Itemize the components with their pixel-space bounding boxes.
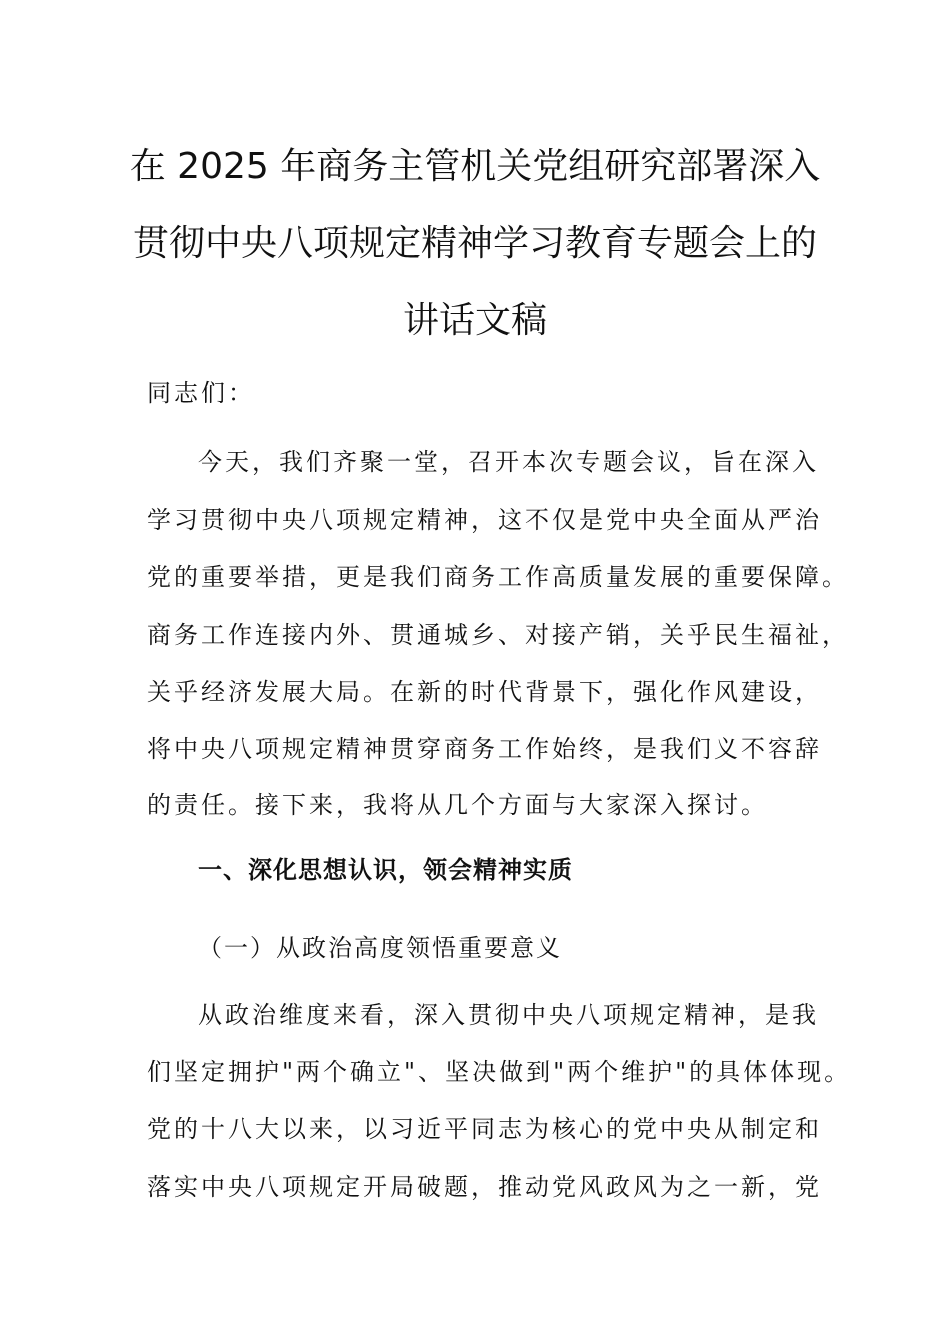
intro-line-1: 今天，我们齐聚一堂，召开本次专题会议，旨在深入 <box>198 448 819 476</box>
section-heading-1: 一、深化思想认识，领会精神实质 <box>198 856 573 884</box>
salutation: 同志们： <box>147 379 255 407</box>
intro-line-3: 党的重要举措，更是我们商务工作高质量发展的重要保障。 <box>147 563 849 591</box>
section1-line-1: 从政治维度来看，深入贯彻中央八项规定精神，是我 <box>198 1001 819 1029</box>
intro-line-4: 商务工作连接内外、贯通城乡、对接产销，关乎民生福祉， <box>147 621 849 649</box>
document-title <box>120 128 830 359</box>
intro-line-5: 关乎经济发展大局。在新的时代背景下，强化作风建设， <box>147 678 822 706</box>
intro-line-2: 学习贯彻中央八项规定精神，这不仅是党中央全面从严治 <box>147 506 822 534</box>
title-line-1: 在 2025 年商务主管机关党组研究部署深入 <box>129 146 821 187</box>
intro-line-6: 将中央八项规定精神贯穿商务工作始终，是我们义不容辞 <box>147 735 822 763</box>
section1-line-2: 们坚定拥护"两个确立"、坚决做到"两个维护"的具体体现。 <box>147 1058 852 1086</box>
title-line-3: 讲话文稿 <box>402 300 547 341</box>
section1-line-4: 落实中央八项规定开局破题，推动党风政风为之一新，党 <box>147 1173 822 1201</box>
subsection-heading-1: （一）从政治高度领悟重要意义 <box>198 934 562 962</box>
section1-line-3: 党的十八大以来，以习近平同志为核心的党中央从制定和 <box>147 1115 822 1143</box>
intro-line-7: 的责任。接下来，我将从几个方面与大家深入探讨。 <box>147 791 768 819</box>
title-line-2: 贯彻中央八项规定精神学习教育专题会上的 <box>132 223 817 264</box>
